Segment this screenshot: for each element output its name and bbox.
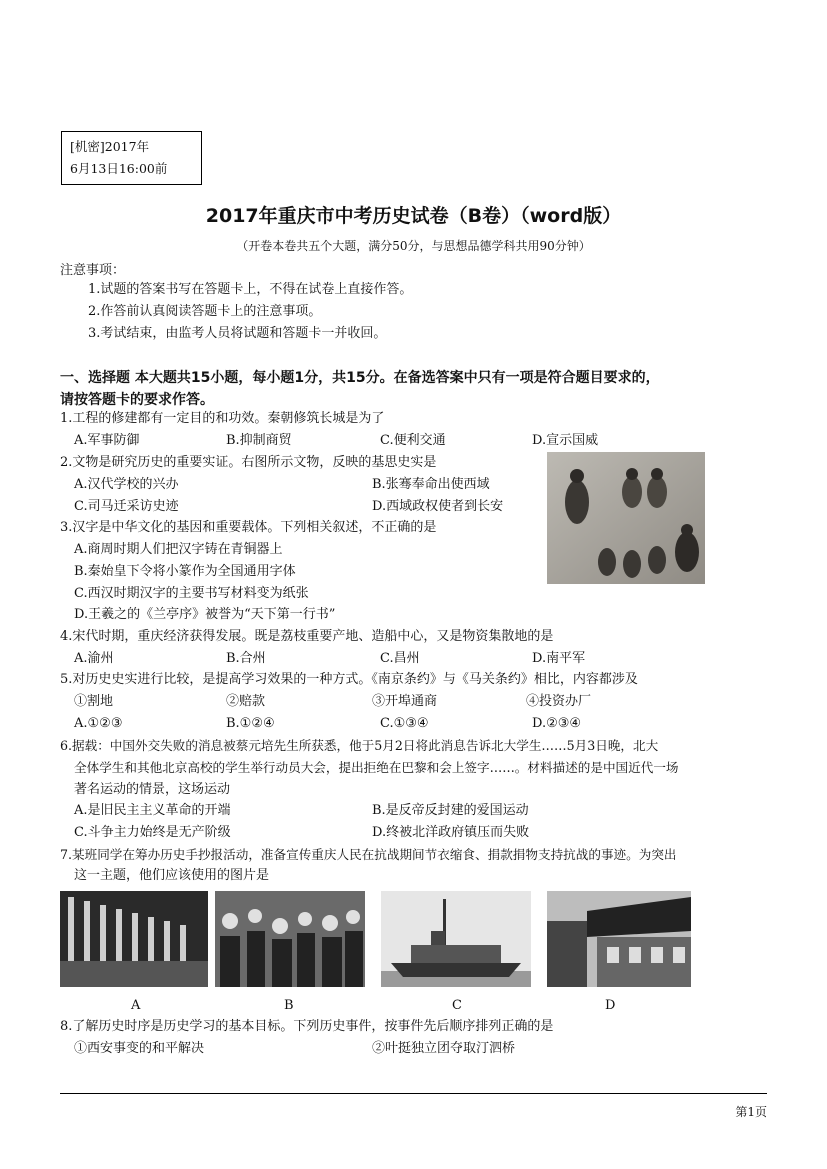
q2-artifact-image: [547, 452, 705, 584]
q3-stem: 3.汉字是中华文化的基因和重要载体。下列相关叙述，不正确的是: [60, 520, 437, 535]
q1-option-b: B.抑制商贸: [226, 433, 292, 448]
q2-stem: 2.文物是研究历史的重要实证。右图所示文物，反映的基思史实是: [60, 455, 437, 470]
notes-heading: 注意事项：: [60, 263, 126, 278]
q7-line2: 这一主题，他们应该使用的图片是: [74, 868, 270, 883]
q5-option-a: A.①②③: [74, 716, 123, 731]
q1-option-c: C.便利交通: [380, 433, 446, 448]
section1-line2: 请按答题卡的要求作答。: [60, 392, 214, 408]
q4-option-d: D.南平军: [532, 651, 586, 666]
q5-stem: 5.对历史史实进行比较，是提高学习效果的一种方式。《南京条约》与《马关条约》相比，内容都涉及: [60, 672, 638, 687]
q7-photo-a: [60, 891, 208, 987]
q6-option-b: B.是反帝反封建的爱国运动: [372, 803, 529, 818]
q8-stem: 8.了解历史时序是历史学习的基本目标。下列历史事件，按事件先后顺序排列正确的是: [60, 1019, 554, 1034]
q3-option-a: A.商周时期人们把汉字铸在青铜器上: [74, 542, 283, 557]
q7-photo-b: [215, 891, 365, 987]
q3-option-b: B.秦始皇下令将小篆作为全国通用字体: [74, 564, 296, 579]
q5-option-d: D.②③④: [532, 716, 582, 731]
q6-option-a: A.是旧民主主义革命的开端: [74, 803, 231, 818]
q4-option-a: A.渝州: [74, 651, 114, 666]
q5-item-2: ②赔款: [226, 694, 266, 709]
q6-option-d: D.终被北洋政府镇压而失败: [372, 825, 530, 840]
page-number: 第1页: [735, 1105, 767, 1119]
page-title: 2017年重庆市中考历史试卷（B卷）（word版）: [205, 205, 622, 227]
q5-item-1: ①割地: [74, 694, 114, 709]
q4-option-b: B.合州: [226, 651, 266, 666]
q4-option-c: C.昌州: [380, 651, 420, 666]
q7-label-d: D: [605, 998, 616, 1013]
section1-line1: 一、选择题 本大题共15小题，每小题1分，共15分。在备选答案中只有一项是符合题目要求的，: [60, 370, 660, 386]
q1-stem: 1.工程的修建都有一定目的和功效。秦朝修筑长城是为了: [60, 411, 385, 426]
q2-option-b: B.张骞奉命出使西域: [372, 477, 490, 492]
q7-label-a: A: [131, 998, 141, 1013]
q7-photo-c: [381, 891, 531, 987]
q7-label-c: C: [452, 998, 462, 1013]
q6-line3: 著名运动的情景，这场运动: [74, 782, 231, 797]
q5-item-4: ④投资办厂: [526, 694, 592, 709]
q7-label-b: B: [284, 998, 294, 1013]
subtitle: （开卷本卷共五个大题，满分50分，与思想品德学科共用90分钟）: [236, 239, 591, 253]
q2-option-d: D.西域政权使者到长安: [372, 499, 504, 514]
q3-option-c: C.西汉时期汉字的主要书写材料变为纸张: [74, 586, 309, 601]
footer-divider: [60, 1093, 767, 1094]
q2-option-a: A.汉代学校的兴办: [74, 477, 179, 492]
q1-option-d: D.宣示国威: [532, 433, 599, 448]
q5-item-3: ③开埠通商: [372, 694, 438, 709]
q4-stem: 4.宋代时期，重庆经济获得发展。既是荔枝重要产地、造船中心，又是物资集散地的是: [60, 629, 554, 644]
q6-line2: 全体学生和其他北京高校的学生举行动员大会，提出拒绝在巴黎和会上签字……。材料描述的是中国近代一场: [74, 760, 679, 775]
q1-option-a: A.军事防御: [74, 433, 140, 448]
q8-item-1: ①西安事变的和平解决: [74, 1041, 205, 1056]
q7-line1: 7.某班同学在筹办历史手抄报活动，准备宣传重庆人民在抗战期间节衣缩食、捐款捐物支持抗战的事迹。为突出: [60, 847, 677, 862]
confidential-line1: [机密]2017年: [70, 139, 150, 154]
q3-option-d: D.王羲之的《兰亭序》被誉为“天下第一行书”: [74, 607, 336, 622]
q8-item-2: ②叶挺独立团夺取汀泗桥: [372, 1041, 516, 1056]
q6-option-c: C.斗争主力始终是无产阶级: [74, 825, 231, 840]
q7-photo-d: [547, 891, 691, 987]
q2-option-c: C.司马迁采访史迹: [74, 499, 179, 514]
q5-option-b: B.①②④: [226, 716, 275, 731]
q5-option-c: C.①③④: [380, 716, 429, 731]
confidential-line2: 6月13日16:00前: [70, 161, 168, 176]
note-item-2: 2.作答前认真阅读答题卡上的注意事项。: [88, 304, 322, 319]
note-item-1: 1.试题的答案书写在答题卡上，不得在试卷上直接作答。: [88, 282, 413, 297]
note-item-3: 3.考试结束，由监考人员将试题和答题卡一并收回。: [88, 326, 387, 341]
q6-line1: 6.据载：中国外交失败的消息被蔡元培先生所获悉，他于5月2日将此消息告诉北大学生……5月3日晚，北大: [60, 738, 659, 753]
confidential-box: [61, 131, 202, 185]
